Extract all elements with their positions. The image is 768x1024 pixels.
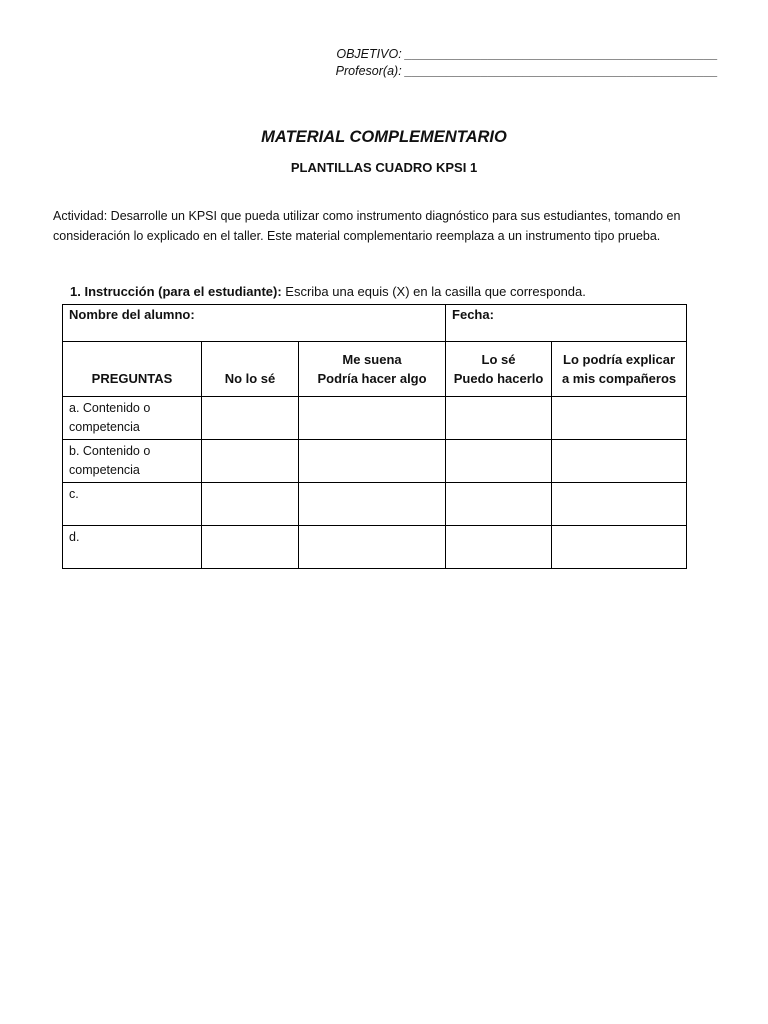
student-name-label: Nombre del alumno: — [69, 307, 195, 322]
document-title: MATERIAL COMPLEMENTARIO — [261, 128, 507, 146]
answer-cell-lo-podria-explicar[interactable] — [552, 526, 687, 569]
column-header-preguntas: PREGUNTAS — [63, 342, 202, 397]
question-cell: b. Contenido o competencia — [63, 440, 202, 483]
header-fields — [336, 46, 718, 80]
column-header-lo-se: Lo sé Puedo hacerlo — [446, 342, 552, 397]
answer-cell-lo-se[interactable] — [446, 397, 552, 440]
activity-paragraph: Actividad: Desarrolle un KPSI que pueda utilizar como instrumento diagnóstico para sus estudiantes, tomando en consideración lo explicado en el taller. Este material complementario reemplaza a un instrumento tipo prueba. — [53, 209, 681, 243]
profesor-label: Profesor(a): — [335, 64, 402, 78]
answer-cell-no-lo-se[interactable] — [202, 440, 299, 483]
student-name-cell[interactable] — [63, 305, 446, 342]
column-header-no-lo-se: No lo sé — [202, 342, 299, 397]
instruction-line — [70, 284, 586, 299]
question-cell: d. — [63, 526, 202, 569]
student-info-row — [63, 305, 687, 342]
question-cell: a. Contenido o competencia — [63, 397, 202, 440]
answer-cell-no-lo-se[interactable] — [202, 483, 299, 526]
instruction-heading: 1. Instrucción (para el estudiante): — [70, 284, 282, 299]
table-row — [63, 526, 687, 569]
answer-cell-no-lo-se[interactable] — [202, 526, 299, 569]
answer-cell-lo-se[interactable] — [446, 440, 552, 483]
profesor-line: _____________________________________________ — [405, 64, 718, 78]
table-row — [63, 483, 687, 526]
objetivo-label: OBJETIVO: — [336, 47, 402, 61]
answer-cell-lo-podria-explicar[interactable] — [552, 397, 687, 440]
profesor-row — [336, 63, 718, 80]
answer-cell-me-suena[interactable] — [299, 397, 446, 440]
header-row — [63, 342, 687, 397]
answer-cell-me-suena[interactable] — [299, 526, 446, 569]
answer-cell-no-lo-se[interactable] — [202, 397, 299, 440]
answer-cell-lo-se[interactable] — [446, 526, 552, 569]
column-header-lo-podria-explicar: Lo podría explicar a mis compañeros — [552, 342, 687, 397]
instruction-text: Escriba una equis (X) en la casilla que corresponda. — [281, 284, 586, 299]
answer-cell-lo-se[interactable] — [446, 483, 552, 526]
question-cell: c. — [63, 483, 202, 526]
column-header-me-suena: Me suena Podría hacer algo — [299, 342, 446, 397]
answer-cell-lo-podria-explicar[interactable] — [552, 440, 687, 483]
document-subtitle: PLANTILLAS CUADRO KPSI 1 — [290, 160, 478, 175]
answer-cell-me-suena[interactable] — [299, 440, 446, 483]
date-label: Fecha: — [452, 307, 494, 322]
objetivo-line: _____________________________________________ — [405, 47, 718, 61]
answer-cell-lo-podria-explicar[interactable] — [552, 483, 687, 526]
kpsi-table — [62, 304, 687, 569]
objetivo-row — [336, 46, 718, 63]
table-row — [63, 440, 687, 483]
answer-cell-me-suena[interactable] — [299, 483, 446, 526]
date-cell[interactable] — [446, 305, 687, 342]
table-row — [63, 397, 687, 440]
